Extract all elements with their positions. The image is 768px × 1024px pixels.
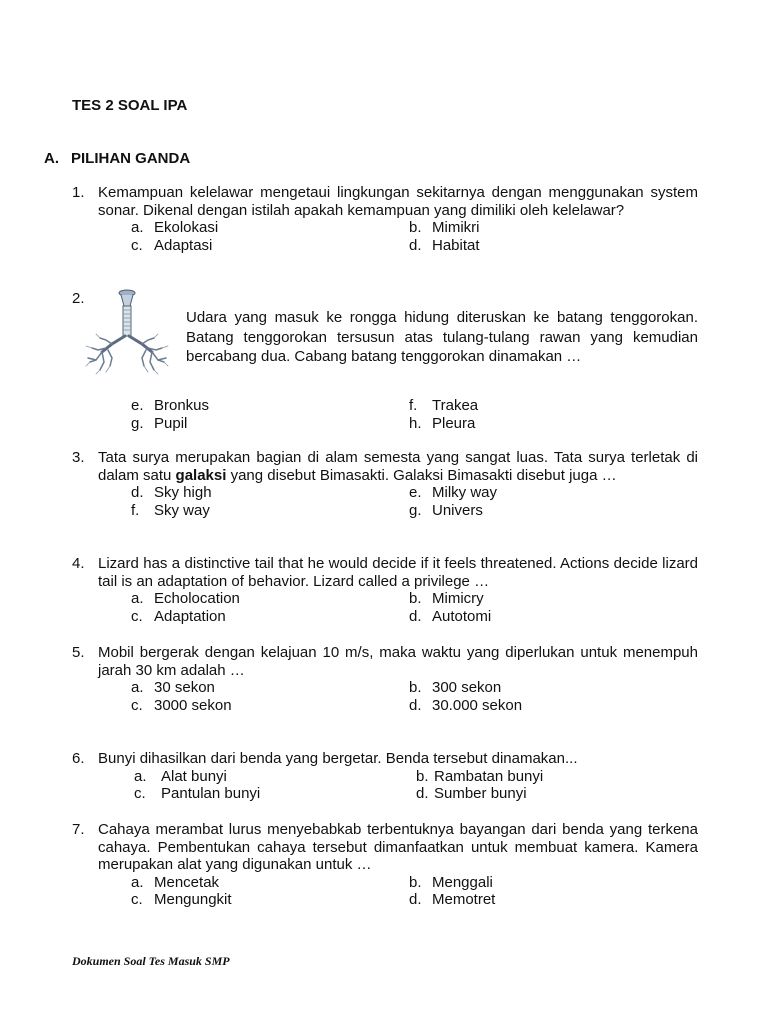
section-letter: A.: [44, 150, 59, 167]
option-letter: b.: [416, 767, 429, 785]
option-letter: d.: [409, 891, 422, 908]
option-text: Univers: [432, 501, 483, 519]
option-d: [409, 697, 698, 715]
question-text: [98, 449, 698, 484]
option-text: Mengungkit: [154, 891, 232, 908]
option-letter: a.: [134, 767, 147, 785]
page-title: TES 2 SOAL IPA: [72, 97, 188, 114]
option-text: Adaptation: [154, 607, 226, 625]
option-letter: a.: [131, 873, 144, 891]
option-d: [409, 237, 698, 255]
option-h: [409, 415, 698, 433]
option-text: Mimikri: [432, 219, 480, 236]
option-c: [134, 785, 416, 803]
question-5: [72, 644, 698, 714]
question-text: Mobil bergerak dengan kelajuan 10 m/s, maka waktu yang diperlukan untuk menempuh jarah 30 km adalah …: [98, 644, 698, 679]
option-c: [131, 697, 409, 715]
option-text: Ekolokasi: [154, 219, 219, 236]
option-text: Trakea: [432, 397, 479, 414]
question-text-bold: galaksi: [175, 466, 227, 484]
question-1: [72, 184, 698, 254]
option-a: [131, 874, 409, 892]
option-text: Autotomi: [432, 607, 492, 625]
answer-options: [134, 768, 698, 803]
option-letter: c.: [131, 891, 143, 908]
option-letter: d.: [416, 785, 429, 802]
option-text: 3000 sekon: [154, 696, 232, 714]
option-letter: a.: [131, 590, 144, 607]
option-letter: d.: [409, 696, 422, 714]
option-f: [409, 397, 698, 415]
option-a: [131, 679, 409, 697]
option-text: Pleura: [432, 414, 476, 432]
option-text: Adaptasi: [154, 236, 213, 254]
question-text: Lizard has a distinctive tail that he would decide if it feels threatened. Actions decide lizard tail is an adaptation of behavior. Lizard called a privilege …: [98, 555, 698, 590]
question-2-options: [72, 397, 698, 432]
answer-options: [131, 484, 698, 519]
answer-options: [131, 590, 698, 625]
option-letter: b.: [409, 873, 422, 891]
option-letter: h.: [409, 414, 422, 432]
option-text: Menggali: [432, 873, 493, 891]
option-letter: d.: [409, 236, 422, 254]
option-c: [131, 891, 409, 909]
question-text: Udara yang masuk ke rongga hidung diteruskan ke batang tenggorokan. Batang tenggorokan tersusun atas tulang-tulang rawan yang kemudian bercabang dua. Cabang batang tenggorokan dinamakan …: [186, 309, 698, 365]
section-heading: [44, 150, 190, 167]
option-letter: e.: [409, 484, 422, 501]
option-text: Sky way: [154, 501, 210, 519]
option-text: Bronkus: [154, 397, 210, 414]
option-letter: d.: [409, 607, 422, 625]
answer-options: [131, 679, 698, 714]
option-text: 30 sekon: [154, 679, 215, 696]
option-letter: g.: [409, 501, 422, 519]
option-d: [131, 484, 409, 502]
option-text: Sumber bunyi: [434, 785, 527, 802]
option-text: 30.000 sekon: [432, 696, 523, 714]
question-number: 5.: [72, 644, 85, 661]
option-text: Pupil: [154, 414, 188, 432]
option-a: [131, 590, 409, 608]
answer-options: [131, 397, 698, 432]
question-text: Bunyi dihasilkan dari benda yang bergetar. Benda tersebut dinamakan...: [98, 750, 578, 767]
option-b: [416, 768, 698, 786]
option-letter: b.: [409, 590, 422, 607]
question-3: [72, 449, 698, 519]
option-a: [131, 219, 409, 237]
option-letter: f.: [131, 501, 140, 519]
option-b: [409, 679, 698, 697]
option-g: [131, 415, 409, 433]
option-letter: c.: [131, 696, 143, 714]
option-letter: c.: [131, 607, 143, 625]
question-4: [72, 555, 698, 625]
option-d: [416, 785, 698, 803]
question-number: 4.: [72, 555, 85, 572]
option-b: [409, 874, 698, 892]
answer-options: [131, 219, 698, 254]
option-text: Alat bunyi: [161, 767, 227, 785]
question-number: 3.: [72, 449, 85, 466]
option-a: [134, 768, 416, 786]
question-text: Cahaya merambat lurus menyebabkab terbentuknya bayangan dari benda yang terkena cahaya. Pembentukan cahaya tersebut dimanfaatkan untuk membuat kamera. Kamera merupakan alat yang digunakan untuk …: [98, 821, 698, 873]
option-letter: c.: [134, 785, 146, 802]
option-text: Mimicry: [432, 590, 484, 607]
option-e: [409, 484, 698, 502]
option-d: [409, 608, 698, 626]
option-f: [131, 502, 409, 520]
question-text-part: Tata surya merupakan bagian di alam semesta yang sangat luas. Tata surya terletak di dalam satu: [98, 449, 698, 484]
question-text-part: yang disebut Bimasakti. Galaksi Bimasakti disebut juga …: [226, 466, 617, 484]
option-c: [131, 237, 409, 255]
option-letter: b.: [409, 219, 422, 236]
option-letter: c.: [131, 236, 143, 254]
question-6: [72, 750, 698, 803]
option-text: Sky high: [154, 484, 212, 501]
option-c: [131, 608, 409, 626]
option-letter: f.: [409, 397, 418, 414]
option-g: [409, 502, 698, 520]
question-number: 7.: [72, 821, 85, 838]
option-text: Rambatan bunyi: [434, 767, 544, 785]
option-text: Pantulan bunyi: [161, 785, 261, 802]
option-text: Milky way: [432, 484, 498, 501]
option-letter: e.: [131, 397, 144, 414]
option-letter: d.: [131, 484, 144, 501]
question-number: 6.: [72, 750, 85, 767]
answer-options: [131, 874, 698, 909]
page-footer: Dokumen Soal Tes Masuk SMP: [72, 954, 230, 968]
option-letter: a.: [131, 679, 144, 696]
option-text: Mencetak: [154, 873, 220, 891]
question-text: Kemampuan kelelawar mengetaui lingkungan sekitarnya dengan menggunakan system sonar. Dikenal dengan istilah apakah kemampuan yang dimiliki oleh kelelawar?: [98, 184, 698, 219]
option-e: [131, 397, 409, 415]
option-text: Memotret: [432, 891, 496, 908]
option-b: [409, 219, 698, 237]
trachea-bronchi-icon: [82, 288, 174, 376]
option-text: Habitat: [432, 236, 480, 254]
option-d: [409, 891, 698, 909]
question-number: 2.: [72, 290, 85, 307]
question-number: 1.: [72, 184, 85, 201]
option-letter: a.: [131, 219, 144, 236]
section-label: PILIHAN GANDA: [71, 150, 191, 167]
option-text: 300 sekon: [432, 679, 502, 696]
option-letter: g.: [131, 414, 144, 432]
option-b: [409, 590, 698, 608]
option-text: Echolocation: [154, 590, 240, 607]
question-7: [72, 821, 698, 909]
option-letter: b.: [409, 679, 422, 696]
